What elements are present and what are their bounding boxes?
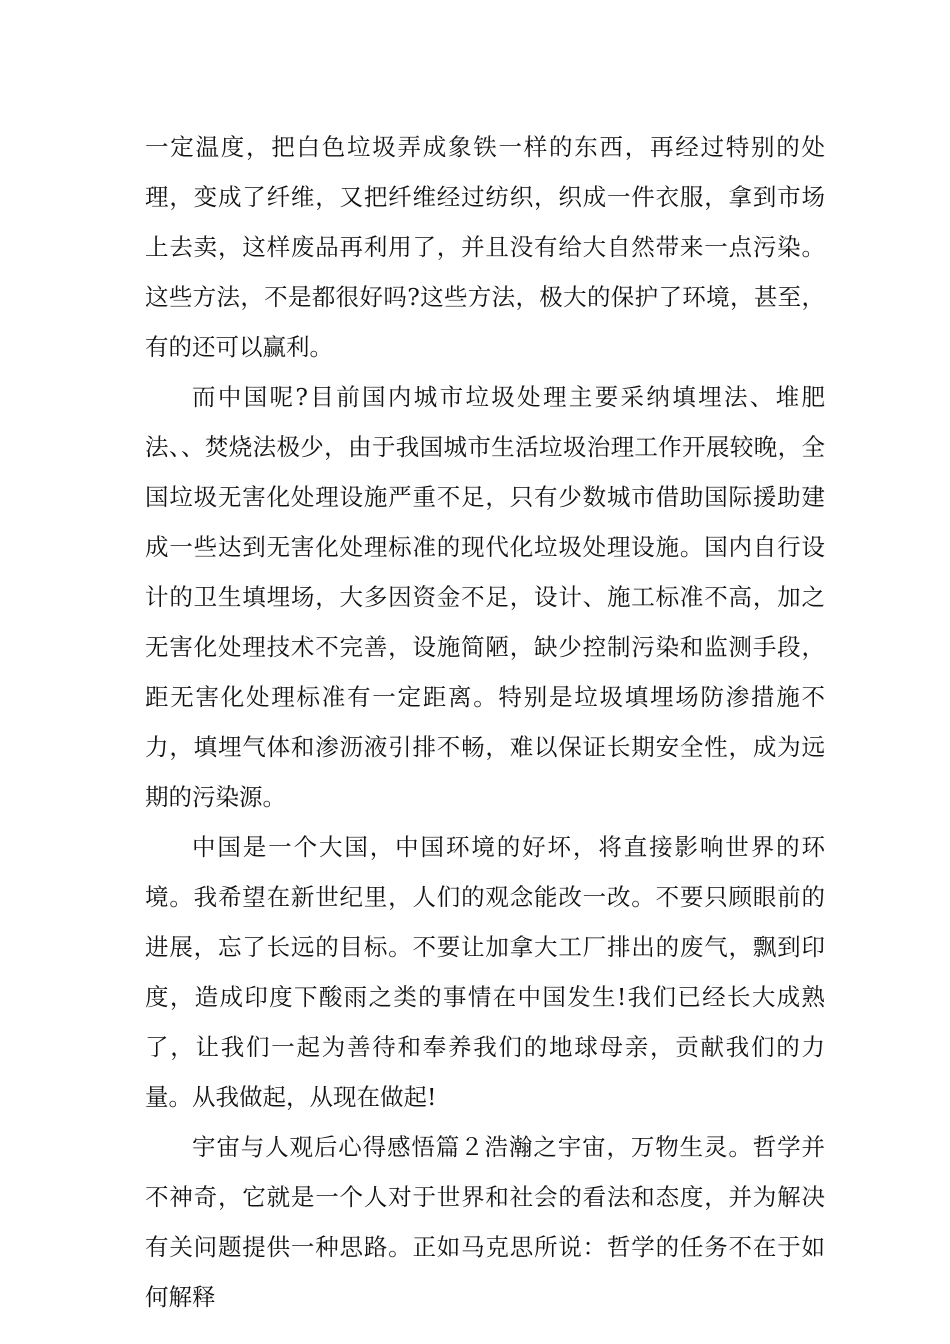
paragraph-3: 中国是一个大国，中国环境的好坏，将直接影响世界的环境。我希望在新世纪里，人们的观念能改一改。不要只顾眼前的进展，忘了长远的目标。不要让加拿大工厂排出的废气，飘到印度，造成印度下酸雨之类的事情在中国发生!我们已经长大成熟了，让我们一起为善待和奉养我们的地球母亲，贡献我们的力量。从我做起，从现在做起! bbox=[145, 833, 825, 1111]
paragraph-2: 而中国呢?目前国内城市垃圾处理主要采纳填埋法、堆肥法、、焚烧法极少，由于我国城市生活垃圾治理工作开展较晚，全国垃圾无害化处理设施严重不足，只有少数城市借助国际援助建成一些达到无害化处理标准的现代化垃圾处理设施。国内自行设计的卫生填埋场，大多因资金不足，设计、施工标准不高，加之无害化处理技术不完善，设施简陋，缺少控制污染和监测手段，距无害化处理标准有一定距离。特别是垃圾填埋场防渗措施不力，填埋气体和渗沥液引排不畅，难以保证长期安全性，成为远期的污染源。 bbox=[145, 383, 825, 811]
document-body bbox=[145, 122, 825, 1322]
paragraph-4: 宇宙与人观后心得感悟篇２浩瀚之宇宙，万物生灵。哲学并不神奇，它就是一个人对于世界和社会的看法和态度，并为解决有关问题提供一种思路。正如马克思所说：哲学的任务不在于如何解释 bbox=[145, 1133, 825, 1311]
paragraph-1: 一定温度，把白色垃圾弄成象铁一样的东西，再经过特别的处理，变成了纤维，又把纤维经过纺织，织成一件衣服，拿到市场上去卖，这样废品再利用了，并且没有给大自然带来一点污染。这些方法，不是都很好吗?这些方法，极大的保护了环境，甚至，有的还可以赢利。 bbox=[145, 133, 825, 361]
